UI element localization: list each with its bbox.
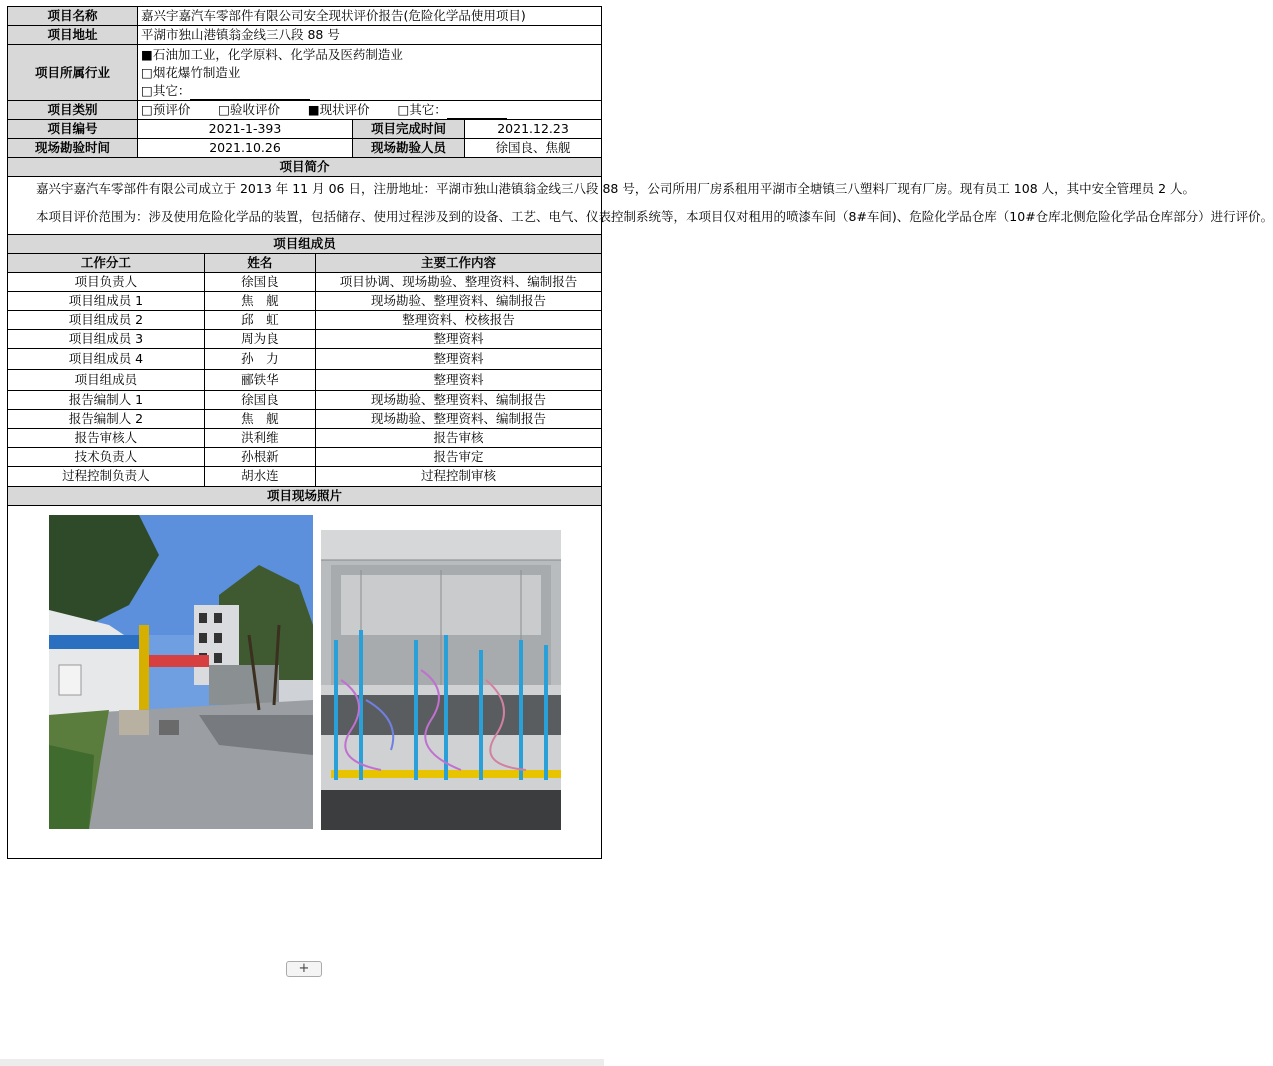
project-name-label: 项目名称 [8,7,138,26]
member-work: 报告审定 [316,448,602,467]
category-options [138,101,602,120]
finish-time-label: 项目完成时间 [353,120,465,139]
members-body [8,254,601,486]
member-role: 项目组成员 [8,370,204,391]
member-work: 整理资料 [316,370,602,391]
project-number-value: 2021-1-393 [138,120,353,139]
column-header-role: 工作分工 [8,254,204,273]
table-row [8,311,601,330]
checkbox-checked-icon: ■ [307,102,320,117]
member-work: 报告审核 [316,429,602,448]
report-table [7,6,1273,859]
member-role: 技术负责人 [8,448,204,467]
member-name: 胡水连 [204,467,315,486]
finish-time-value: 2021.12.23 [465,120,602,139]
member-work: 整理资料 [316,349,602,370]
member-name: 邱 虹 [204,311,315,330]
member-work: 项目协调、现场勘验、整理资料、编制报告 [316,273,602,292]
table-row [8,292,601,311]
member-role: 项目组成员 4 [8,349,204,370]
blank-line [190,86,310,100]
member-work: 现场勘验、整理资料、编制报告 [316,391,602,410]
member-role: 项目负责人 [8,273,204,292]
category-option-2: □验收评价 [218,102,280,117]
member-work: 现场勘验、整理资料、编制报告 [316,410,602,429]
table-row [8,370,601,391]
table-row [8,467,601,486]
member-name: 徐国良 [204,391,315,410]
table-row [8,273,601,292]
factory-gate-image [49,515,313,829]
site-photo-factory-gate [49,515,313,829]
intro-body [8,177,1273,235]
members-title: 项目组成员 [8,235,602,254]
checkbox-icon: □ [218,102,230,117]
members-header-row [8,254,601,273]
member-work: 整理资料 [316,330,602,349]
intro-paragraph-1: 嘉兴宇嘉汽车零部件有限公司成立于 2013 年 11 月 06 日，注册地址：平湖市独山港镇翁金线三八段 88 号，公司所用厂房系租用平湖市全塘镇三八塑料厂现有厂房。现有员工 108 人，其中安全管理员 2 人。 [36,181,1196,196]
checkbox-icon: □ [141,64,153,80]
member-role: 过程控制负责人 [8,467,204,486]
photos-title: 项目现场照片 [8,486,602,505]
industry-option-2: □烟花爆竹制造业 [141,64,241,80]
member-role: 项目组成员 1 [8,292,204,311]
member-name: 洪利维 [204,429,315,448]
project-number-label: 项目编号 [8,120,138,139]
site-photo-spray-booth [321,530,561,830]
member-name: 郦铁华 [204,370,315,391]
survey-time-value: 2021.10.26 [138,139,353,158]
member-work: 过程控制审核 [316,467,602,486]
members-table [8,254,601,486]
address-value: 平湖市独山港镇翁金线三八段 88 号 [138,26,602,45]
member-name: 徐国良 [204,273,315,292]
category-label: 项目类别 [8,101,138,120]
column-header-name: 姓名 [204,254,315,273]
member-name: 焦 舰 [204,410,315,429]
member-name: 孙根新 [204,448,315,467]
category-option-1: □预评价 [141,102,191,117]
photos-cell [8,505,602,858]
checkbox-icon: □ [141,82,153,98]
member-role: 报告审核人 [8,429,204,448]
survey-staff-value: 徐国良、焦舰 [465,139,602,158]
spray-booth-image [321,530,561,830]
member-name: 焦 舰 [204,292,315,311]
member-name: 孙 力 [204,349,315,370]
table-row [8,330,601,349]
industry-option-3: □其它： [141,82,598,100]
member-name: 周为良 [204,330,315,349]
project-name-value: 嘉兴宇嘉汽车零部件有限公司安全现状评价报告(危险化学品使用项目) [138,7,602,26]
checkbox-icon: □ [397,102,410,117]
industry-option-1: ■石油加工业，化学原料、化学品及医药制造业 [141,46,403,62]
table-row [8,410,601,429]
member-work: 现场勘验、整理资料、编制报告 [316,292,602,311]
intro-paragraph-2: 本项目评价范围为：涉及使用危险化学品的装置，包括储存、使用过程涉及到的设备、工艺、电气、仪表控制系统等，本项目仅对租用的喷漆车间（8#车间)、危险化学品仓库（10#仓库北侧危险化学品仓库部分）进行评价。 [36,209,1273,224]
blank-line [447,105,507,119]
address-label: 项目地址 [8,26,138,45]
intro-title: 项目简介 [8,158,602,177]
members-table-cell [8,254,602,487]
bottom-scrollbar[interactable] [0,1059,604,1066]
category-option-4: □其它： [397,102,506,117]
column-header-work: 主要工作内容 [316,254,602,273]
table-row [8,391,601,410]
survey-staff-label: 现场勘验人员 [353,139,465,158]
survey-time-label: 现场勘验时间 [8,139,138,158]
table-row [8,429,601,448]
industry-options [138,45,602,101]
table-row [8,448,601,467]
checkbox-checked-icon: ■ [141,46,153,62]
member-work: 整理资料、校核报告 [316,311,602,330]
checkbox-icon: □ [141,102,153,117]
member-role: 项目组成员 3 [8,330,204,349]
member-role: 报告编制人 1 [8,391,204,410]
member-role: 项目组成员 2 [8,311,204,330]
table-row [8,349,601,370]
category-option-3: ■现状评价 [307,102,370,117]
member-role: 报告编制人 2 [8,410,204,429]
add-page-button[interactable]: + [286,961,322,977]
industry-label: 项目所属行业 [8,45,138,101]
